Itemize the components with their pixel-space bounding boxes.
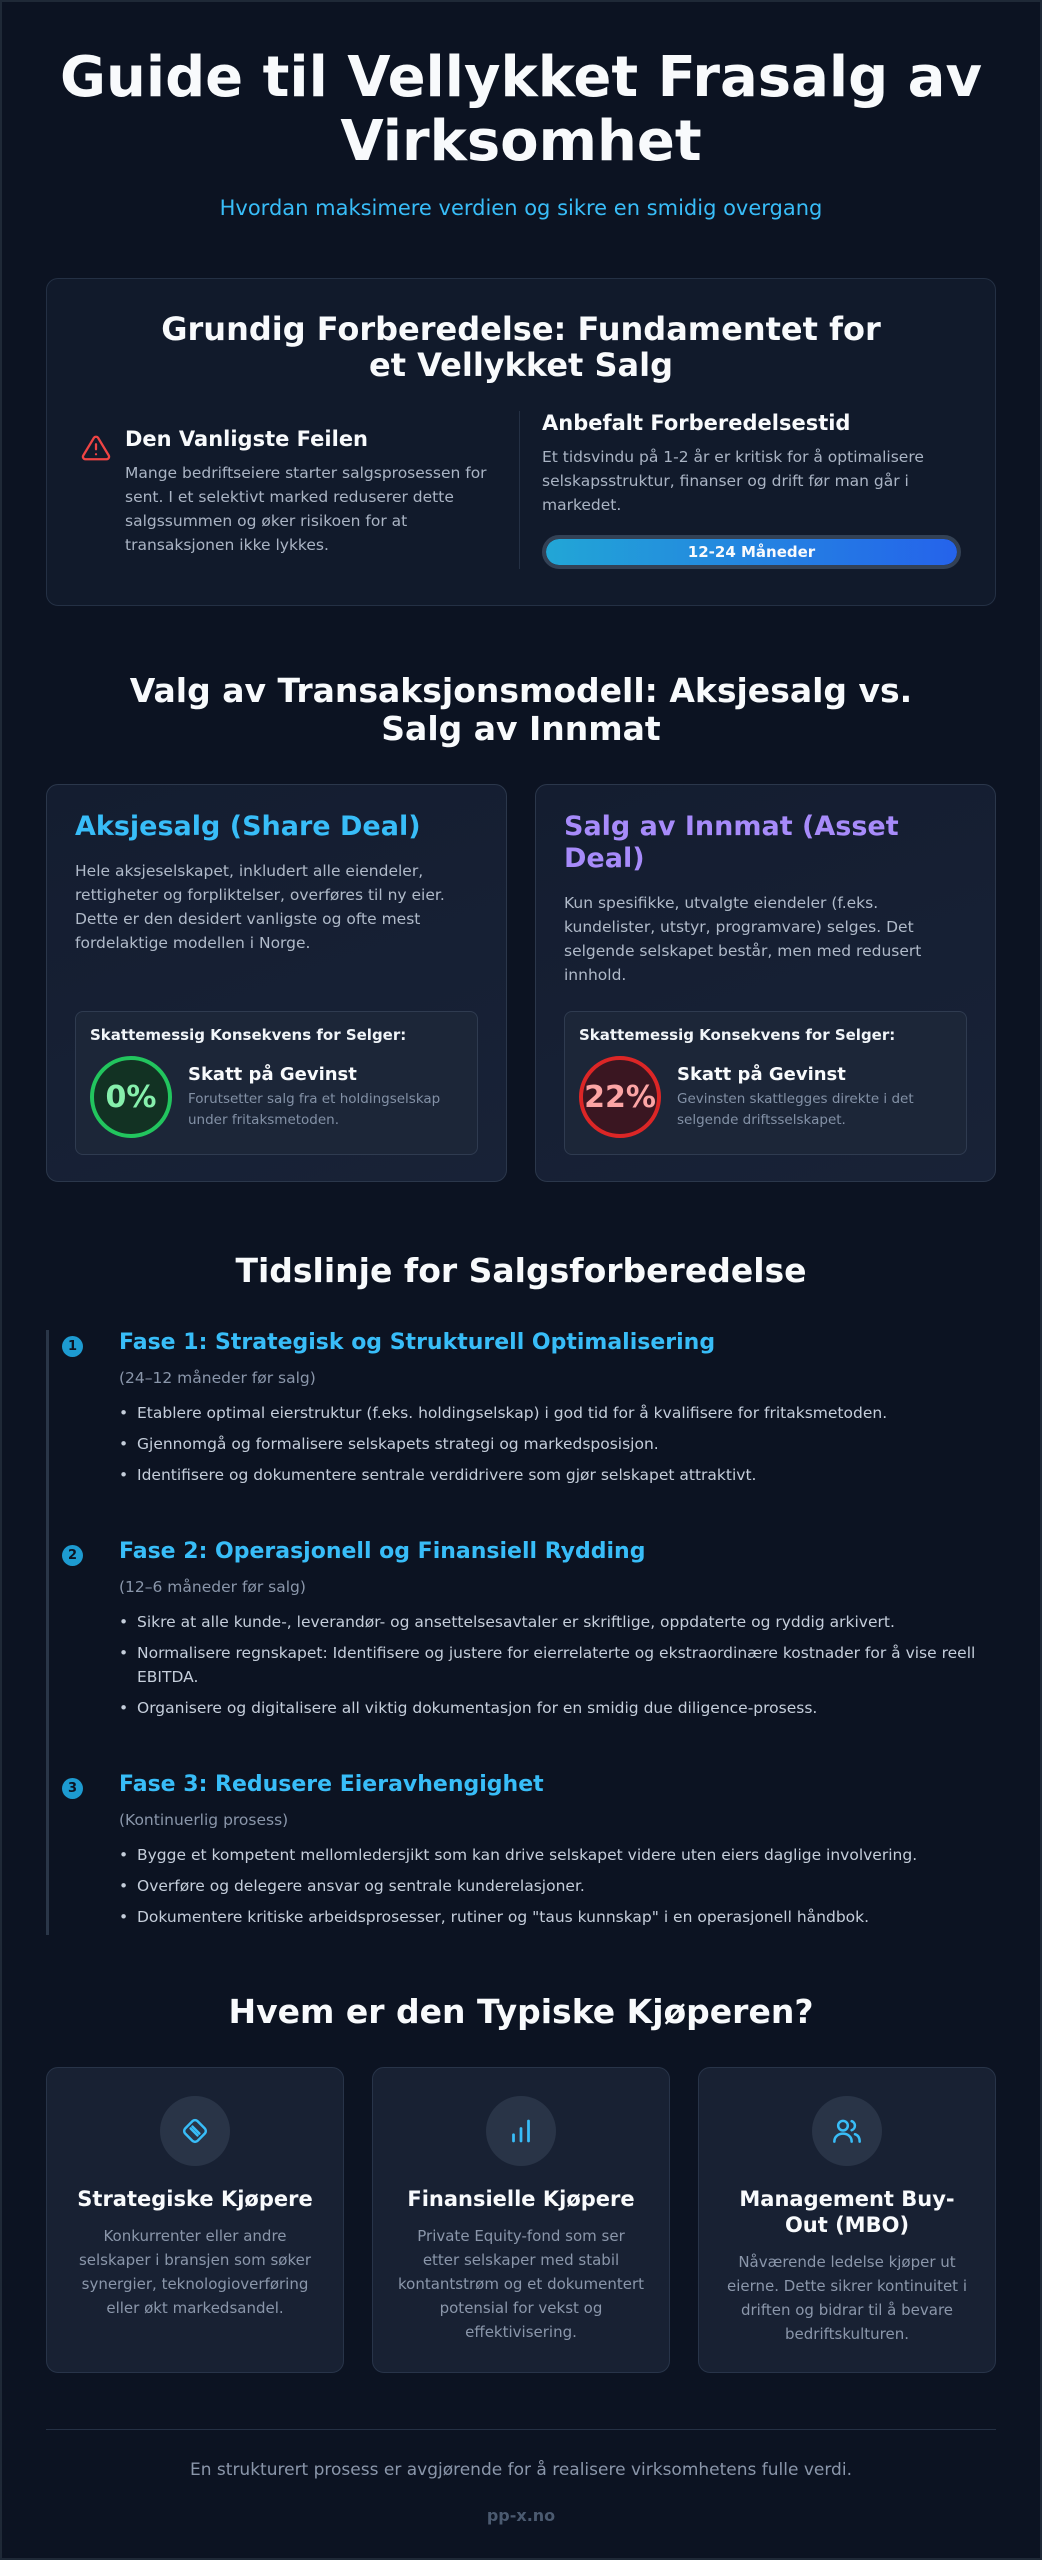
share-deal-card [46,784,507,1182]
warning-triangle-icon [81,433,111,463]
users-icon [812,2096,882,2166]
buyer-text: Private Equity-fond som ser etter selskaper med stabil kontantstrøm og et dokumentert potensial for vekst og effektivisering. [398,2227,644,2341]
list-item: • Gjennomgå og formalisere selskapets strategi og markedsposisjon. [119,1432,996,1456]
model-cards [46,784,996,1182]
model-section-title: Valg av Transaksjonsmodell: Aksjesalg vs. Salg av Innmat [129,671,913,748]
buyer-title: Finansielle Kjøpere [407,2187,635,2211]
prep-time-bar [542,535,961,569]
common-mistake-block [81,411,519,569]
share-tax-heading: Skattemessig Konsekvens for Selger: [90,1026,407,1044]
buyer-card-strategic [46,2067,344,2373]
asset-tax-text: Gevinsten skattlegges direkte i det selgende driftsselskapet. [677,1090,914,1128]
list-item: • Identifisere og dokumentere sentrale verdidrivere som gjør selskapet attraktivt. [119,1463,996,1487]
phase-period: (12–6 måneder før salg) [119,1578,306,1596]
footer [46,2429,996,2525]
phase-period: (24–12 måneder før salg) [119,1369,316,1387]
preparation-title: Grundig Forberedelse: Fundamentet for et Vellykket Salg [161,310,881,384]
list-item: • Etablere optimal eierstruktur (f.eks. holdingselskap) i god tid for å kvalifisere for fritaksmetoden. [119,1401,996,1425]
phase-number-badge: 1 [62,1336,83,1357]
buyer-title: Management Buy-Out (MBO) [739,2187,955,2237]
list-item: • Overføre og delegere ansvar og sentrale kunderelasjoner. [119,1874,996,1898]
common-mistake-text: Mange bedriftseiere starter salgsprosessen for sent. I et selektivt marked reduserer dette salgssummen og øker risikoen for at transaksjonen ikke lykkes. [125,464,487,554]
timeline [46,1330,996,1935]
footer-brand: pp-x.no [486,2506,556,2525]
buyer-card-financial [372,2067,670,2373]
share-tax-title: Skatt på Gevinst [188,1063,357,1085]
list-item: • Dokumentere kritiske arbeidsprosesser, rutiner og "taus kunnskap" i en operasjonell håndbok. [119,1905,996,1929]
timeline-phase-3 [67,1772,996,1929]
timeline-phase-2 [67,1539,996,1720]
buyer-card-mbo [698,2067,996,2373]
asset-deal-card [535,784,996,1182]
list-item: • Sikre at alle kunde-, leverandør- og ansettelsesavtaler er skriftlige, oppdaterte og ryddig arkivert. [119,1610,996,1634]
buyer-cards [46,2067,996,2373]
page-subtitle: Hvordan maksimere verdien og sikre en smidig overgang [219,196,823,220]
buyer-text: Nåværende ledelse kjøper ut eierne. Dette sikrer kontinuitet i driften og bidrar til å bevare bedriftskulturen. [727,2253,967,2343]
phase-number-badge: 3 [62,1778,83,1799]
buyer-text: Konkurrenter eller andre selskaper i bransjen som søker synergier, teknologioverføring eller økt markedsandel. [78,2227,312,2317]
share-deal-title: Aksjesalg (Share Deal) [75,811,421,842]
asset-tax-heading: Skattemessig Konsekvens for Selger: [579,1026,896,1044]
share-deal-text: Hele aksjeselskapet, inkludert alle eiendeler, rettigheter og forpliktelser, overføres til ny eier. Dette er den desidert vanligste og ofte mest fordelaktige modellen i Norge. [75,862,445,952]
prep-time-title: Anbefalt Forberedelsestid [542,411,851,435]
asset-deal-title: Salg av Innmat (Asset Deal) [564,811,899,874]
share-tax-box [75,1011,478,1155]
phase-title: Fase 3: Redusere Eieravhengighet [119,1772,544,1797]
prep-time-bar-label: 12-24 Måneder [687,543,816,561]
buyer-title: Strategiske Kjøpere [77,2187,313,2211]
asset-deal-text: Kun spesifikke, utvalgte eiendeler (f.eks. kundelister, utstyr, programvare) selges. Det selgende selskapet består, men med redusert innhold. [564,894,922,984]
bar-chart-icon [486,2096,556,2166]
prep-time-text: Et tidsvindu på 1-2 år er kritisk for å optimalisere selskapsstruktur, finanser og drift før man går i markedet. [542,448,924,514]
phase-title: Fase 1: Strategisk og Strukturell Optimalisering [119,1330,716,1355]
asset-tax-title: Skatt på Gevinst [677,1063,846,1085]
share-tax-text: Forutsetter salg fra et holdingselskap under fritaksmetoden. [188,1090,441,1128]
timeline-phase-1 [67,1330,996,1487]
phase-title: Fase 2: Operasjonell og Finansiell Rydding [119,1539,646,1564]
buyers-title: Hvem er den Typiske Kjøperen? [228,1992,814,2031]
page-title: Guide til Vellykket Frasalg av Virksomhet [60,45,982,174]
footer-text: En strukturert prosess er avgjørende for å realisere virksomhetens fulle verdi. [190,2460,852,2480]
asset-tax-rate: 22% [579,1056,661,1138]
phase-number-badge: 2 [62,1545,83,1566]
handshake-icon [160,2096,230,2166]
asset-tax-box [564,1011,967,1155]
timeline-title: Tidslinje for Salgsforberedelse [235,1251,807,1290]
list-item: • Bygge et kompetent mellomledersjikt som kan drive selskapet videre uten eiers daglige involvering. [119,1843,996,1867]
common-mistake-title: Den Vanligste Feilen [125,427,369,451]
share-tax-rate: 0% [90,1056,172,1138]
list-item: • Normalisere regnskapet: Identifisere og justere for eierrelaterte og ekstraordinære kostnader for å vise reell EBITDA. [119,1641,996,1689]
list-item: • Organisere og digitalisere all viktig dokumentasjon for en smidig due diligence-prosess. [119,1696,996,1720]
phase-period: (Kontinuerlig prosess) [119,1811,289,1829]
prep-time-block [520,411,961,569]
preparation-card [46,278,996,606]
